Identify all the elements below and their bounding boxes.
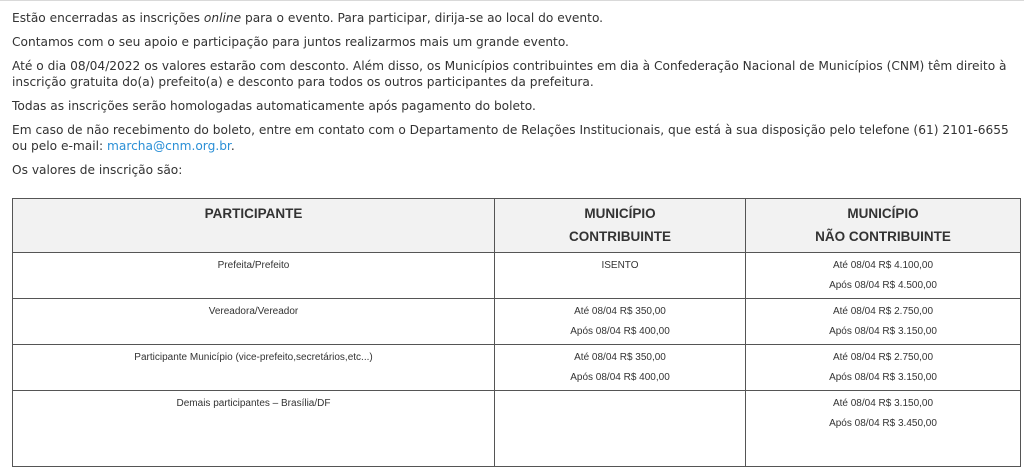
registration-info — [12, 10, 1020, 186]
contact-info — [12, 122, 1020, 154]
table-row — [13, 391, 1021, 467]
header-municipio-contribuinte — [495, 199, 746, 253]
header-contribuinte-line1: MUNICÍPIO — [584, 206, 656, 221]
homologation-info: Todas as inscrições serão homologadas automaticamente após pagamento do boleto. — [12, 99, 536, 113]
table-header-row — [13, 199, 1021, 253]
support-message: Contamos com o seu apoio e participação para juntos realizarmos mais um grande evento. — [12, 35, 569, 49]
contact-text-end: . — [230, 139, 235, 153]
contribuinte-price-line1: ISENTO — [601, 260, 639, 271]
header-participante-label: PARTICIPANTE — [204, 206, 303, 221]
contribuinte-price-cell — [495, 345, 746, 391]
contribuinte-price-line1: Até 08/04 R$ 350,00 — [574, 306, 666, 317]
participant-cell: Prefeita/Prefeito — [13, 253, 495, 299]
contact-text: Em caso de não recebimento do boleto, entre em contato com o Departamento de Relações Institucionais, que está à sua disposição pelo telefone (61) 2101-6655 ou pelo e-mail: — [12, 123, 1009, 153]
contribuinte-price-cell — [495, 253, 746, 299]
contribuinte-price-cell — [495, 391, 746, 467]
top-divider — [0, 0, 1024, 1]
table-row — [13, 299, 1021, 345]
contribuinte-price-line1: Até 08/04 R$ 350,00 — [574, 352, 666, 363]
nao-contribuinte-price-line1: Até 08/04 R$ 4.100,00 — [832, 260, 934, 271]
closed-notice — [12, 10, 1020, 26]
participant-cell: Demais participantes – Brasília/DF — [13, 391, 495, 467]
table-row — [13, 345, 1021, 391]
nao-contribuinte-price-cell — [746, 299, 1021, 345]
nao-contribuinte-price-cell — [746, 345, 1021, 391]
header-municipio-nao-contribuinte — [746, 199, 1021, 253]
discount-info: Até o dia 08/04/2022 os valores estarão com desconto. Além disso, os Municípios contribuintes em dia à Confederação Nacional de Municípios (CNM) têm direito à inscrição gratuita do(a) prefeito(a) e desconto para todos os outros participantes da prefeitura. — [12, 59, 1007, 89]
contribuinte-price-line2: Após 08/04 R$ 400,00 — [570, 326, 670, 337]
contribuinte-price-line2: Após 08/04 R$ 400,00 — [570, 372, 670, 383]
nao-contribuinte-price-line2: Após 08/04 R$ 3.150,00 — [829, 326, 937, 337]
email-link[interactable]: marcha@cnm.org.br — [107, 139, 231, 153]
nao-contribuinte-price-line1: Até 08/04 R$ 2.750,00 — [832, 306, 934, 317]
nao-contribuinte-price-line1: Até 08/04 R$ 3.150,00 — [832, 398, 934, 409]
participant-cell: Vereadora/Vereador — [13, 299, 495, 345]
closed-notice-emphasis: online — [203, 11, 242, 25]
registration-fees-table — [12, 198, 1021, 467]
closed-notice-text-end: para o evento. Para participar, dirija-se ao local do evento. — [241, 11, 604, 25]
nao-contribuinte-price-cell — [746, 253, 1021, 299]
header-nao-contribuinte-line2: NÃO CONTRIBUINTE — [815, 229, 951, 244]
participant-cell: Participante Município (vice-prefeito,secretários,etc...) — [13, 345, 495, 391]
nao-contribuinte-price-line2: Após 08/04 R$ 4.500,00 — [829, 280, 937, 291]
header-nao-contribuinte-line1: MUNICÍPIO — [847, 206, 919, 221]
nao-contribuinte-price-line2: Após 08/04 R$ 3.150,00 — [829, 372, 937, 383]
header-participante — [13, 199, 495, 253]
values-intro: Os valores de inscrição são: — [12, 163, 183, 177]
closed-notice-text-start: Estão encerradas as inscrições — [12, 11, 204, 25]
nao-contribuinte-price-line1: Até 08/04 R$ 2.750,00 — [832, 352, 934, 363]
header-contribuinte-line2: CONTRIBUINTE — [569, 229, 671, 244]
nao-contribuinte-price-line2: Após 08/04 R$ 3.450,00 — [829, 418, 937, 429]
nao-contribuinte-price-cell — [746, 391, 1021, 467]
table-row — [13, 253, 1021, 299]
contribuinte-price-cell — [495, 299, 746, 345]
